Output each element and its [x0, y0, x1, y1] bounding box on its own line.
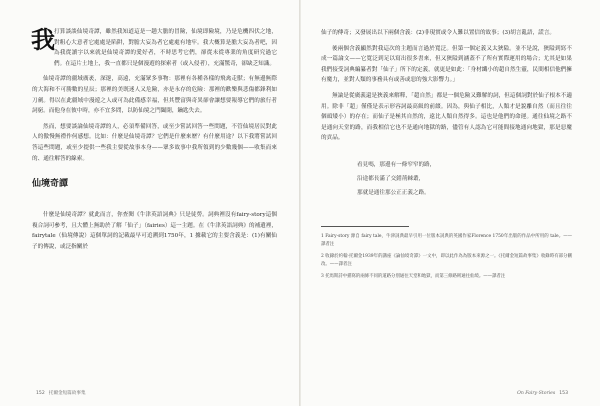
right-running-head: On Fairy-Stories: [517, 391, 556, 396]
body-paragraph-4: 什麼是仙境奇譚？就此而言，你查閱《牛津英語詞典》只是徒勞。詞典裡沒有fairy-story這個複合詞可參考，且大體上無助於了解「仙子」（fairies）這一主題。在《牛津英語詞典》的補遺裡，fairytale（仙境傳說）這個單詞的記載最早可追溯到1750年，1 據載它的主要含義是：(1)有關仙子的傳說，或泛指關於: [32, 212, 277, 250]
right-page-number: 153: [559, 391, 568, 396]
left-running-head: 托爾金短篇故事集: [48, 391, 86, 396]
poem-line-1: 看見嗎，那邊有一條窄窄的路，: [357, 161, 436, 168]
poem-block: [357, 158, 572, 200]
body-paragraph-3: 然而，想要談論仙境奇譚的人，必須準備回答，或至少嘗試回答一些問題，不管仙境居民對此人的傲慢無禮作何感想。比如：什麼是仙境奇譚？它們是什麼來歷？有什麼用途？以下我將嘗試回答這些問題，或至少提供一些我主要從故事本身——眾多故事中我所領到的少數幾個——收集而來的、通往解答的線索。: [32, 123, 277, 162]
left-page: [0, 0, 299, 406]
right-paragraph-3: 無論是從廣義還是狹義來解釋，「超自然」都是一個危險又難解的詞，但這個詞對於仙子根本不適用。除非「超」僅僅是表示形容詞最高級的前綴。因為，與仙子相比，人類才是貌離自然（而且往往個頭矮小）的存在；而仙子是極其自然的，遠比人類自然得多。這也是他們的命運。通往仙境之路不是通向天堂的路，而我相信它也不是通向地獄的路，儘管有人認為它可能間接地通向地獄，那是惡魔的貢品。: [321, 92, 572, 142]
opening-paragraph-text: 打算談談仙境奇譚，雖然我知道這是一趟大膽的冒險，仙境即險境，乃是危機四伏之地，對粗心大意者它處處是陷阱，對膽大妄為者它處處有地牢。我大概算是膽大妄為者吧，因為我從讀字以來就是仙境奇譚的愛好者，不時思考它們，卻從未從專業的角度研究過它們。在這片土地上，我一直都只是個漫遊的探索者（或入侵者），充滿驚奇，卻缺乏知識。: [54, 29, 277, 67]
body-paragraph-2: 仙境奇譚的疆域廣袤，深邃，高遠，充滿眾多事物：那裡有各種各樣的飛禽走獸；有無邊無際的大海和不可勝數的星辰；那裡的美既迷人又危險，亦是永存的危險：那裡的歡樂與悲傷都鋒利如刀劍。得以在此疆域中漫遊之人或可為此備感幸福，但其豐富與奇異卻會讓想要報導它們的旅行者詞窮。而他身在彼中時，亦不宜多問，以防仙境之門闔閉，鑰匙失去。: [32, 76, 277, 115]
left-folio: [32, 390, 86, 396]
right-page: [301, 0, 600, 406]
right-paragraph-2: 後兩個含義顯然對我這次的主題而言過於寬泛。但第一個定義又太狹隘。並不是說，狹隘到寫不成一篇論文——它寬泛到足以寫出很多書來，但又狹隘到涵蓋不了所有實際運用的場合；尤其是如果我們接受詞典編纂者對「仙子」所下的定義，就更是如此：「身材纖小的超自然生靈，民間相信他們擁有魔力，並對人類的事務具有或善或惡的強大影響力。」: [321, 45, 572, 84]
footnote-2: 2 收錄於約翰·托爾金1939年的講座《論仙境奇譚》一文中，即以此作為為版本來源之一。《托爾金短篇故事集》收錄時有部分刪改。——譯者注: [321, 254, 572, 267]
footnote-divider: [321, 226, 409, 227]
right-paragraph-1: 仙子的傳奇；又發展出以下兩個含義：(2)非現實或令人難以置信的故事；(3)胡言亂語，謊言。: [321, 30, 556, 36]
poem-line-3: 那就是通往那公正正義之路。: [357, 189, 430, 196]
footnote-1: 1 Fairy-story 源自 fairy tale，牛津詞典最早引用一位版本詞典的英國作家Florence 1750年出版的作品中所用的 tale。——譯者注: [321, 233, 572, 247]
right-folio: [517, 391, 572, 396]
section-title: 仙境奇譚: [32, 179, 69, 190]
footnote-3: 3 托馬斯詩中描寫的兩條不同的道路分別通往天堂和地獄，而第三條路則通往仙境。——譯者注: [321, 274, 506, 280]
left-page-number: 152: [36, 391, 45, 396]
opening-paragraph: [32, 27, 277, 69]
poem-line-2: 沿途都長滿了交錯荊棘叢，: [357, 175, 425, 182]
drop-cap: 我: [31, 25, 55, 54]
